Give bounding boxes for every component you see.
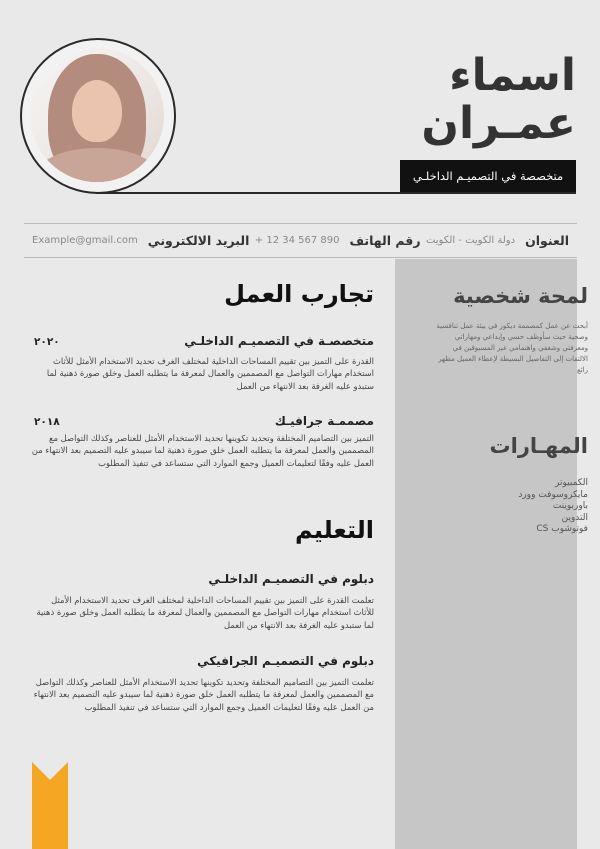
skill-item: التدوين [561,512,588,523]
contact-bar [24,223,577,258]
email-label: البريد الالكتروني [147,233,250,248]
experience-description: القدرة على التميز بين تقييم المساحات الداخلية لمختلف الغرف تحديد الاستخدام الأمثل للأثاث استخدام مهارات التواصل مع المصممين والعمال لمعرفة ما يتطلبه العمل وخلق صورة ذهنية لما ستبدو عليه الغرفة بعد الانتهاء من العمل [46,356,374,391]
contact-address [426,233,569,248]
experience-role: متخصصـة في التصميـم الداخلـي [184,334,374,348]
portrait-photo [30,48,164,182]
contact-phone [255,233,421,248]
skill-item: باوربوينت [552,501,588,511]
full-name [421,52,576,148]
phone-label: رقم الهاتف [349,233,421,248]
photo-face [72,80,122,142]
experience-role: مصممـة جرافيـك [274,414,374,428]
education-description: تعلمت القدرة على التميز بين تقييم المساحات الداخلية لمختلف الغرف تحديد الاستخدام الأمثل للأثاث استخدام مهارات التواصل مع المصممين والعمال لمعرفة ما يتطلبه العمل وخلق صورة ذهنية لما ستبدو عليه الغرفة بعد الانتهاء من العمل [36,595,374,630]
skill-item: الكمبيوتر [555,478,588,488]
experience-year: ٢٠١٨ [34,416,60,428]
job-title-badge: متخصصة في التصميـم الداخلـي [400,160,576,192]
address-value: دولة الكويت - الكويت [425,235,516,246]
experience-description: التميز بين التصاميم المختلفة وتحديد تكوينها تحديد الاستخدام الأمثل للعناصر وكذلك التواصل مع المصممين والعمل لمعرفة ما يتطلبه العمل خلق صورة ذهنية لما سيبدو عليه التصميم بعد الانتهاء من العمل عليه وفقًا لتعليمات العميل وجمع الموارد التي ستساعد في تنفيذ المطلوب [31,433,374,468]
last-name: عمـران [421,98,576,149]
education-degree: دبلوم في التصميـم الداخلـي [208,572,374,586]
skills-title: المهـارات [489,434,588,458]
phone-value: + 12 34 567 890 [254,235,340,246]
skill-item: مايكروسوفت وورد [518,489,588,500]
experience-year: ٢٠٢٠ [34,336,60,348]
profile-title: لمحة شخصية [453,284,588,308]
skill-item: فوتوشوب CS [536,524,588,534]
education-degree: دبلوم في التصميـم الجرافيكي [197,654,374,668]
profile-text: أبحث عن عمل كمصممة ديكور في بيئة عمل تنافسية وصحية حيث سأوظف حسي وإبداعي ومهاراتي ومعرفتي وشغفي واهتمامي غير المسبوقين في الالتفات إلى التفاصيل البسيطة لإعطاء العميل مظهر رائع [436,322,588,374]
email-value: Example@gmail.com [32,235,138,246]
accent-ribbon-icon [32,762,68,849]
first-name: اسماء [449,50,576,101]
contact-email [32,233,249,248]
education-description: تعلمت التميز بين التصاميم المختلفة وتحديد تكوينها تحديد الاستخدام الأمثل للعناصر وكذلك التواصل مع المصممين والعمل لمعرفة ما يتطلبه العمل خلق صورة ذهنية لما سيبدو عليه التصميم بعد الانتهاء من العمل عليه وفقًا لتعليمات العميل وجمع الموارد التي ستساعد في تنفيذ المطلوب [33,677,374,712]
education-title: التعليم [295,516,374,544]
address-label: العنوان [525,233,569,248]
skills-list [518,478,588,536]
experience-title: تجارب العمل [224,280,374,308]
header-divider [96,192,576,194]
